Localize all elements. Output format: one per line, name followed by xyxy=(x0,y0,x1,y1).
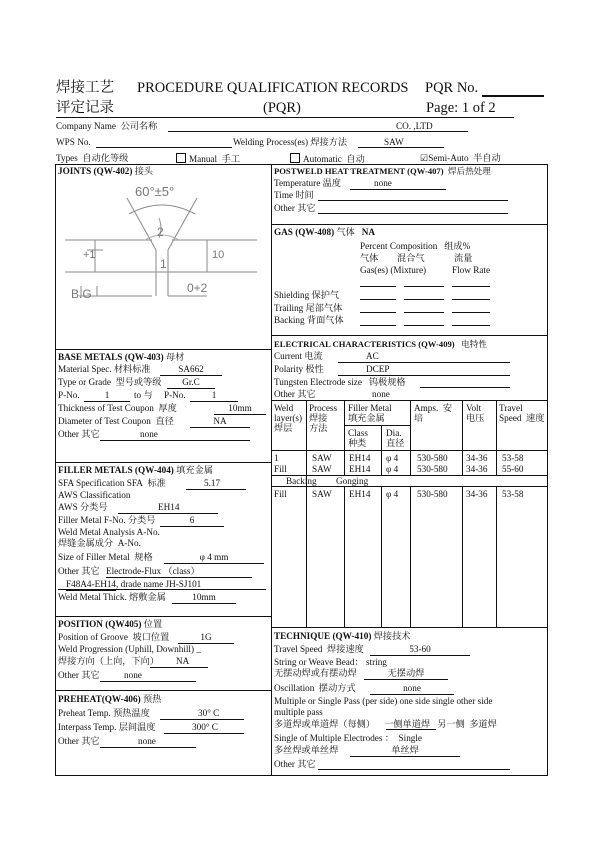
groove-angle-arc xyxy=(129,205,195,214)
travel-speed-value[interactable]: 53-60 xyxy=(370,644,470,656)
row3-speed: 53-58 xyxy=(502,489,524,499)
type-automatic[interactable]: Automatic 自动 xyxy=(290,153,365,165)
gas-flow-label: Flow Rate xyxy=(452,265,491,275)
base-other-value[interactable]: none xyxy=(100,429,250,441)
th-class: Class 种类 xyxy=(348,428,368,448)
page-title: PROCEDURE QUALIFICATION RECORDS xyxy=(137,80,409,96)
preheat-other-value[interactable]: none xyxy=(100,736,196,748)
title-cn-2: 评定记录 xyxy=(56,100,114,116)
grade-value[interactable]: Gr.C xyxy=(167,377,215,389)
semi-auto-checkbox[interactable]: ☑ xyxy=(420,153,429,163)
electrodes-label-cn: 多丝焊或单丝焊 xyxy=(274,745,339,755)
th-volt: Volt 电压 xyxy=(466,403,485,423)
pass-label-2: multiple pass xyxy=(274,707,323,717)
electrodes-label: Single of Multiple Electrodes ： Single xyxy=(274,733,423,743)
joints-title: JOINTS (QW-402) 接头 xyxy=(58,166,154,176)
pwht-temp-label: Temperature 温度 xyxy=(274,178,341,188)
joint-dim-1: 1 xyxy=(160,257,167,271)
thickness-label: Thickness of Test Coupon 厚度 xyxy=(58,403,177,413)
pwht-time-label: Time 时间 xyxy=(274,190,314,200)
row3-dia: φ 4 xyxy=(386,489,399,499)
base-other-label: Other 其它 xyxy=(58,429,100,439)
type-semi-auto[interactable]: ☑Semi-Auto 半自动 xyxy=(420,153,501,163)
gas-percent-label: Percent Composition 组成% xyxy=(360,241,471,251)
joint-dim-2: 2 xyxy=(157,225,164,239)
joint-diagram xyxy=(57,178,269,346)
polarity-value[interactable]: DCEP xyxy=(338,364,510,376)
row1-layer: 1 xyxy=(274,453,279,463)
bead-label: String or Weave Bead： string xyxy=(274,657,387,667)
fno-label: Filler Metal F-No. 分类号 xyxy=(58,515,156,525)
header-rule xyxy=(56,117,514,118)
tungsten-label: Tungsten Electrode size 钨极规格 xyxy=(274,377,406,387)
preheat-temp-label: Preheat Temp. 预热温度 xyxy=(58,708,150,718)
flux-line: F48A4-EH14, drade name JH-SJ101 xyxy=(66,579,202,589)
groove-position-value[interactable]: 1G xyxy=(178,632,234,644)
th-process: Process 焊接 方法 xyxy=(309,403,338,433)
company-name-label: Company Name 公司名称 xyxy=(56,121,158,131)
wps-no-label: WPS No. xyxy=(56,137,91,147)
position-other-value[interactable]: none xyxy=(100,670,196,682)
row2-dia: φ 4 xyxy=(386,464,399,474)
row1-amps: 530-580 xyxy=(417,453,448,463)
row1-class: EH14 xyxy=(349,453,371,463)
gas-mixture-label: Gas(es) (Mixture) xyxy=(360,265,427,275)
th-travel-speed: Travel Speed 速度 xyxy=(499,403,545,423)
position-title: POSITION (QW405) 位置 xyxy=(58,619,163,629)
preheat-other-label: Other 其它 xyxy=(58,736,100,746)
row2-volt: 34-36 xyxy=(466,464,488,474)
gas-cn-1: 气体 xyxy=(360,253,379,263)
current-value[interactable]: AC xyxy=(338,351,510,363)
row2-speed: 55-60 xyxy=(502,464,524,474)
pqr-abbr: (PQR) xyxy=(263,100,301,116)
filler-title: FILLER METALS (QW-404) 填充金属 xyxy=(58,465,213,475)
shielding-label: Shielding 保护气 xyxy=(274,290,340,300)
electrodes-value-cn[interactable]: 单丝焊 xyxy=(350,745,460,757)
interpass-value[interactable]: 300° C xyxy=(164,722,244,734)
backing-gas-label: Backing 背面气体 xyxy=(274,315,344,325)
row1-speed: 53-58 xyxy=(502,453,524,463)
pwht-temp-value[interactable]: none xyxy=(350,178,446,190)
interpass-label: Interpass Temp. 层间温度 xyxy=(58,722,156,732)
pwht-time-line[interactable] xyxy=(318,200,508,201)
technique-title: TECHNIQUE (QW-410) 焊接技术 xyxy=(274,631,411,641)
row3-amps: 530-580 xyxy=(417,489,448,499)
technique-other-line[interactable] xyxy=(318,769,510,770)
material-spec-label: Material Spec. 材料标准 xyxy=(58,364,151,374)
pno2-label: P-No. xyxy=(164,390,186,400)
preheat-title: PREHEAT(QW-406) 预热 xyxy=(58,694,162,704)
row2-layer: Fill xyxy=(274,464,287,474)
electrical-title: ELECTRICAL CHARACTERISTICS (QW-409) 电特性 xyxy=(274,339,487,349)
progression-value[interactable]: NA xyxy=(150,656,208,668)
pass-label-cn: 多道焊或单道焊（每侧） 一侧单道焊 另一侧 多道焊 xyxy=(274,719,497,729)
tungsten-line[interactable] xyxy=(420,387,510,388)
pno-value[interactable]: 1 xyxy=(84,390,130,402)
bead-label-cn: 无摆动焊或有摆动焊 xyxy=(274,668,357,678)
aws-class-label: AWS Classification xyxy=(58,490,131,500)
progression-label-cn: 焊接方向（上向，下向） xyxy=(58,656,160,666)
diameter-label: Diameter of Test Coupon 直径 xyxy=(58,416,174,426)
gas-title: GAS (QW-408) 气体 NA xyxy=(274,227,375,237)
pwht-other-label: Other 其它 xyxy=(274,203,316,213)
travel-speed-label: Travel Speed 焊接速度 xyxy=(274,644,364,654)
joint-backing-label: B.G xyxy=(71,287,92,301)
type-manual[interactable]: Manual 手工 xyxy=(176,153,240,165)
material-spec-value[interactable]: SA662 xyxy=(160,364,222,376)
bead-value-cn[interactable]: 无摆动焊 xyxy=(364,668,448,680)
types-label: Types 自动化等级 xyxy=(56,153,129,163)
th-weld-layers: Weld layer(s) 焊层 xyxy=(274,403,303,433)
filler-other-label: Other 其它 xyxy=(58,566,100,576)
column-divider xyxy=(271,164,272,776)
grade-label: Type or Grade 型号或等级 xyxy=(58,377,162,387)
sfa-value[interactable]: 5.17 xyxy=(186,478,246,490)
welding-process-label: Welding Process(es) 焊接方法 xyxy=(233,137,348,147)
base-metals-title: BASE METALS (QW-403) 母材 xyxy=(58,352,185,362)
pno2-value[interactable]: 1 xyxy=(190,390,238,402)
polarity-label: Polarity 极性 xyxy=(274,364,324,374)
th-amps: Amps. 安 培 xyxy=(414,403,453,423)
pqr-no-field[interactable] xyxy=(482,95,544,97)
ano-label: Weld Metal Analysis A-No. xyxy=(58,527,160,537)
progression-label: Weld Progression (Uphill, Downhill) _ xyxy=(58,644,201,654)
weld-thick-value[interactable]: 10mm xyxy=(172,592,236,604)
row2-process: SAW xyxy=(312,464,332,474)
groove-position-label: Position of Groove 坡口位置 xyxy=(58,632,170,642)
pwht-title: POSTWELD HEAT TREATMENT (QW-407) 焊后热处理 xyxy=(274,166,491,176)
gas-cn-2: 混合气 xyxy=(397,253,425,263)
wps-no-line xyxy=(96,147,232,148)
pqr-no-label: PQR No. xyxy=(425,80,479,96)
row2-class: EH14 xyxy=(349,464,371,474)
joint-angle-label: 60°±5° xyxy=(135,184,175,199)
weld-thick-label: Weld Metal Thick. 熔敷金属 xyxy=(58,592,166,602)
gouge-gonging: Gonging xyxy=(336,476,369,486)
aws-value[interactable]: EH14 xyxy=(118,502,218,514)
pass-label: Multiple or Single Pass (per side) one side single other side xyxy=(274,696,493,706)
diameter-value[interactable]: NA xyxy=(190,416,250,428)
title-cn-1: 焊接工艺 xyxy=(56,80,114,96)
fno-value[interactable]: 6 xyxy=(160,515,224,527)
row3-class: EH14 xyxy=(349,489,371,499)
elec-other-label: Other 其它 xyxy=(274,389,316,399)
th-dia: Dia. 直径 xyxy=(386,428,405,448)
page-number: Page: 1 of 2 xyxy=(426,100,496,116)
sfa-label: SFA Specification SFA 标准 xyxy=(58,478,166,488)
gouge-backing: Backing xyxy=(286,476,317,486)
row3-process: SAW xyxy=(312,489,332,499)
aws-label: AWS 分类号 xyxy=(58,502,108,512)
trailing-label: Trailing 尾部气体 xyxy=(274,303,343,313)
welding-process-value: SAW xyxy=(384,137,404,147)
joint-dim-10: 10 xyxy=(212,249,225,261)
oscillation-label: Oscillation 摆动方式 xyxy=(274,683,356,693)
row3-layer: Fill xyxy=(274,489,287,499)
elec-other-value[interactable]: none xyxy=(318,389,510,401)
th-filler-metal: Filler Metal 填充金属 xyxy=(348,403,392,423)
current-label: Current 电流 xyxy=(274,351,323,361)
flux-value[interactable]: F48A4-EH14 xyxy=(66,579,117,589)
technique-other-label: Other 其它 xyxy=(274,759,316,769)
company-name-value: CO. ,LTD xyxy=(396,121,433,131)
pwht-other-line[interactable] xyxy=(318,213,508,214)
gas-cn-3: 流量 xyxy=(454,253,473,263)
thickness-value[interactable]: 10mm xyxy=(214,403,266,415)
filler-other-value[interactable]: Electrode-Flux （class） xyxy=(106,566,252,578)
preheat-temp-value[interactable]: 30° C xyxy=(160,708,244,720)
row1-dia: φ 4 xyxy=(386,453,399,463)
row3-volt: 34-36 xyxy=(466,489,488,499)
oscillation-value[interactable]: none xyxy=(370,683,454,695)
size-value[interactable]: φ 4 mm xyxy=(164,552,264,564)
manual-checkbox[interactable] xyxy=(176,153,186,163)
pno-label: P-No. xyxy=(58,390,80,400)
joint-dim-plus1: +1 xyxy=(83,249,96,261)
size-label: Size of Filler Metal 规格 xyxy=(58,552,153,562)
to-label: to 与 xyxy=(134,390,153,400)
row1-process: SAW xyxy=(312,453,332,463)
automatic-checkbox[interactable] xyxy=(290,153,300,163)
row2-amps: 530-580 xyxy=(417,464,448,474)
position-other-label: Other 其它 xyxy=(58,670,100,680)
row1-volt: 34-36 xyxy=(466,453,488,463)
joint-root-gap: 0+2 xyxy=(187,281,208,295)
ano-label-cn: 焊缝金属成分 A-No. xyxy=(58,538,141,548)
